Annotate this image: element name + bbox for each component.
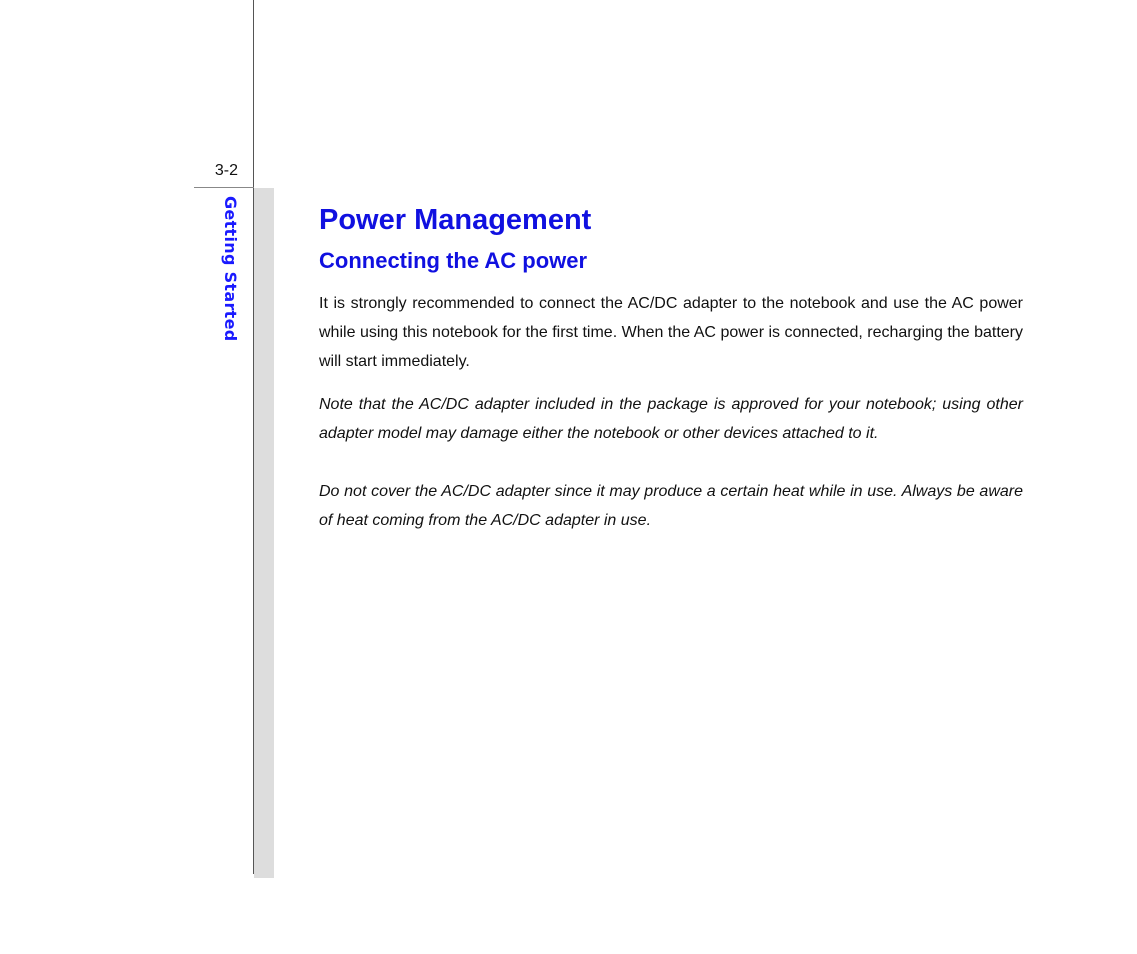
section-subtitle: Connecting the AC power [319, 248, 588, 273]
note-paragraph-adapter-heat: Do not cover the AC/DC adapter since it may produce a certain heat while in use. Always be aware of heat coming from the AC/DC adapter in use. [319, 483, 1023, 529]
section-side-label: Getting Started [221, 196, 240, 342]
page-title: Power Management [319, 204, 592, 236]
body-paragraph: It is strongly recommended to connect the AC/DC adapter to the notebook and use the AC power while using this notebook for the first time. When the AC power is connected, recharging the battery will start immediately. [319, 295, 1023, 370]
margin-gray-bar [254, 188, 274, 878]
page-content [319, 200, 1023, 535]
note-paragraph-adapter-approval: Note that the AC/DC adapter included in the package is approved for your notebook; using other adapter model may damage either the notebook or other devices attached to it. [319, 396, 1023, 442]
page-number: 3-2 [214, 162, 238, 179]
page-number-rule [194, 187, 254, 188]
